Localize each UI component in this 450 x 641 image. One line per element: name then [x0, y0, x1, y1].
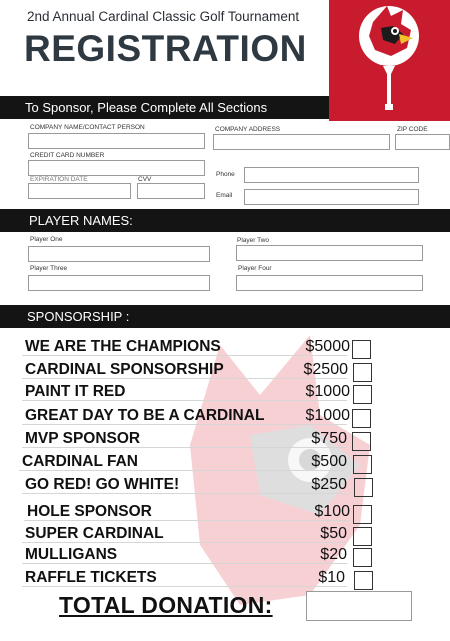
sponsor-section-header: To Sponsor, Please Complete All Sections: [0, 96, 329, 119]
sponsorship-checkbox[interactable]: [353, 363, 372, 382]
sponsorship-item-name: HOLE SPONSOR: [27, 503, 152, 520]
player-two-label: Player Two: [237, 237, 270, 244]
phone-field[interactable]: [244, 167, 419, 183]
sponsorship-item-name: MVP SPONSOR: [25, 430, 141, 447]
sponsorship-item-name: WE ARE THE CHAMPIONS: [25, 338, 221, 355]
total-donation-field[interactable]: [306, 591, 412, 621]
zip-code-field[interactable]: [395, 134, 450, 150]
player-one-label: Player One: [30, 236, 63, 243]
company-name-label: COMPANY NAME/CONTACT PERSON: [30, 124, 145, 131]
credit-card-label: CREDIT CARD NUMBER: [30, 152, 105, 159]
sponsorship-checkbox[interactable]: [353, 455, 372, 474]
sponsorship-header: SPONSORSHIP :: [0, 305, 450, 328]
expiration-date-label: EXPIRATION DATE: [30, 176, 88, 183]
total-donation-label: TOTAL DONATION:: [59, 592, 273, 618]
player-four-field[interactable]: [236, 275, 423, 291]
sponsorship-checkbox[interactable]: [352, 340, 371, 359]
sponsorship-item-amount: $1000: [305, 383, 350, 400]
player-three-label: Player Three: [30, 265, 68, 272]
sponsorship-item-name: PAINT IT RED: [25, 383, 126, 400]
cardinal-golf-icon: [329, 0, 450, 121]
sponsorship-checkbox[interactable]: [353, 505, 372, 524]
player-one-field[interactable]: [28, 246, 210, 262]
cvv-field[interactable]: [137, 183, 205, 199]
company-name-field[interactable]: [28, 133, 205, 149]
company-address-label: COMPANY ADDRESS: [215, 126, 281, 133]
sponsorship-item-name: GREAT DAY TO BE A CARDINAL: [25, 407, 265, 424]
sponsorship-item-amount: $750: [311, 430, 347, 447]
cvv-label: CVV: [138, 176, 152, 183]
page-title: REGISTRATION: [24, 28, 307, 69]
sponsorship-item-name: GO RED! GO WHITE!: [25, 476, 180, 493]
tournament-subtitle: 2nd Annual Cardinal Classic Golf Tournament: [27, 9, 300, 24]
sponsorship-checkbox[interactable]: [352, 432, 371, 451]
sponsorship-item-amount: $50: [320, 525, 347, 542]
sponsorship-item-amount: $10: [318, 569, 345, 586]
sponsorship-checkbox[interactable]: [353, 527, 372, 546]
sponsorship-item-amount: $2500: [303, 361, 348, 378]
sponsorship-item-amount: $5000: [305, 338, 350, 355]
sponsorship-item-amount: $100: [314, 503, 350, 520]
sponsorship-item-amount: $500: [311, 453, 347, 470]
expiration-date-field[interactable]: [28, 183, 131, 199]
sponsorship-checkbox[interactable]: [354, 478, 373, 497]
email-label: Email: [216, 192, 233, 199]
sponsorship-item-name: RAFFLE TICKETS: [25, 569, 157, 586]
player-two-field[interactable]: [236, 245, 423, 261]
sponsorship-item-amount: $1000: [305, 407, 350, 424]
sponsorship-item-name: CARDINAL FAN: [22, 453, 138, 470]
company-address-field[interactable]: [213, 134, 390, 150]
player-names-header: PLAYER NAMES:: [0, 209, 450, 232]
sponsorship-item-name: CARDINAL SPONSORSHIP: [25, 361, 224, 378]
sponsorship-item-name: SUPER CARDINAL: [25, 525, 164, 542]
player-three-field[interactable]: [28, 275, 210, 291]
sponsorship-checkbox[interactable]: [354, 571, 373, 590]
credit-card-field[interactable]: [28, 160, 205, 176]
sponsorship-item-amount: $250: [311, 476, 347, 493]
player-four-label: Player Four: [238, 265, 272, 272]
sponsorship-item-name: MULLIGANS: [25, 546, 118, 563]
zip-code-label: ZIP CODE: [397, 126, 428, 133]
cardinal-logo: [329, 0, 450, 121]
sponsorship-checkbox[interactable]: [353, 385, 372, 404]
sponsorship-item-amount: $20: [320, 546, 347, 563]
email-field[interactable]: [244, 189, 419, 205]
phone-label: Phone: [216, 171, 235, 178]
sponsorship-checkbox[interactable]: [352, 409, 371, 428]
sponsorship-checkbox[interactable]: [353, 548, 372, 567]
